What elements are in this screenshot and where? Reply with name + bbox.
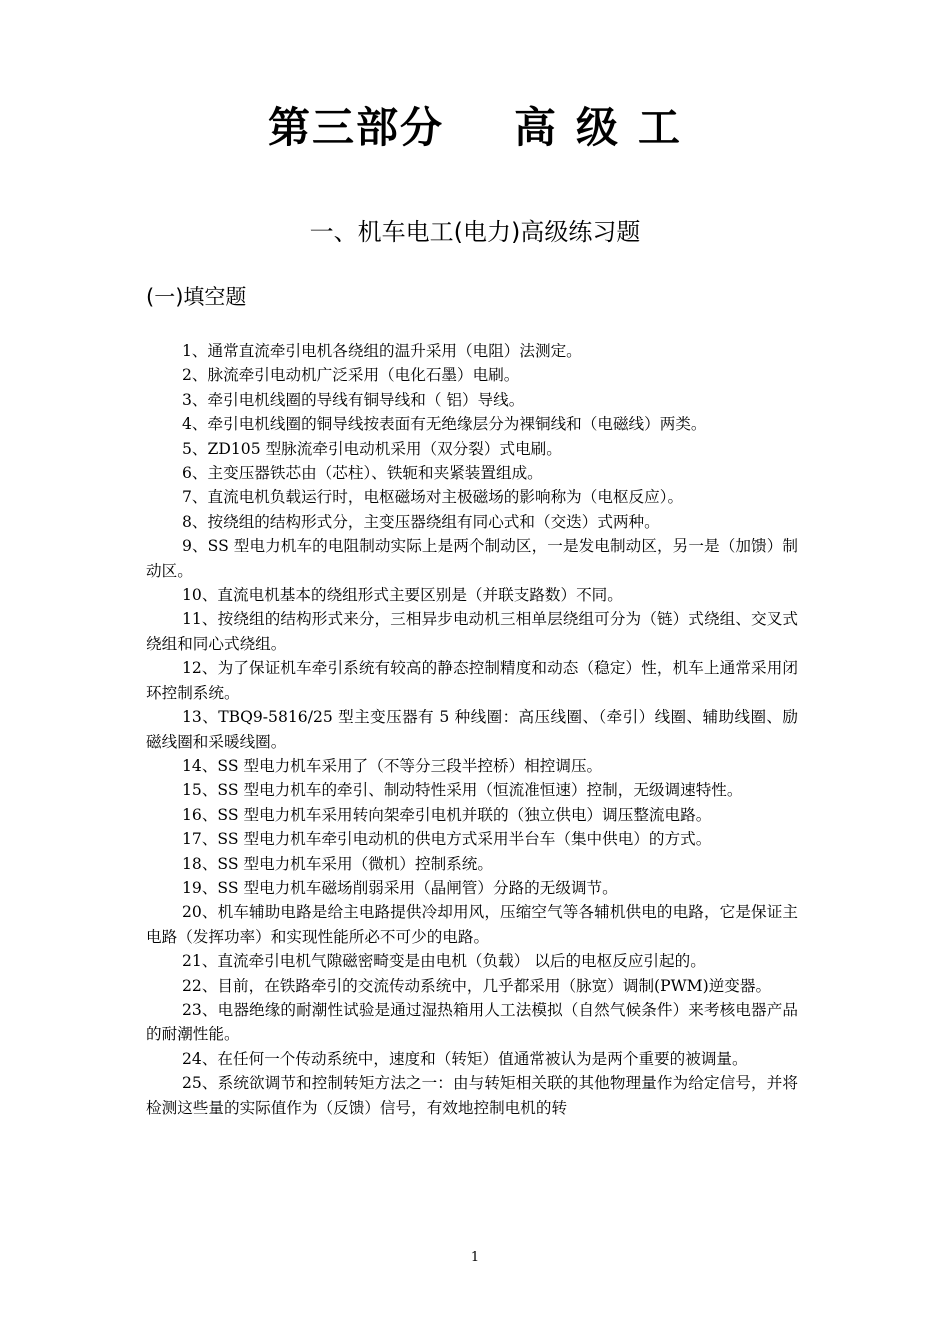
question-item: 12、为了保证机车牵引系统有较高的静态控制精度和动态（稳定）性，机车上通常采用闭环控制系统。	[146, 659, 798, 702]
question-item: 20、机车辅助电路是给主电路提供冷却用风，压缩空气等各辅机供电的电路，它是保证主电路（发挥功率）和实现性能所必不可少的电路。	[146, 903, 798, 946]
question-item: 1、通常直流牵引电机各绕组的温升采用（电阻）法测定。	[182, 342, 582, 360]
chapter-heading: 一、机车电工(电力)高级练习题	[309, 218, 641, 246]
question-list	[146, 339, 798, 1120]
question-item: 2、脉流牵引电动机广泛采用（电化石墨）电刷。	[182, 366, 520, 385]
question-item: 23、电器绝缘的耐潮性试验是通过湿热箱用人工法模拟（自然气候条件）来考核电器产品的耐潮性能。	[146, 1000, 798, 1044]
question-item: 24、在任何一个传动系统中，速度和（转矩）值通常被认为是两个重要的被调量。	[182, 1049, 748, 1068]
question-item: 11、按绕组的结构形式来分，三相异步电动机三相单层绕组可分为（链）式绕组、交叉式绕组和同心式绕组。	[146, 610, 798, 653]
title-char: 级	[576, 103, 621, 152]
question-item: 18、SS 型电力机车采用（微机）控制系统。	[182, 854, 493, 873]
title-char: 高	[513, 103, 558, 152]
question-item: 21、直流牵引电机气隙磁密畸变是由电机（负载） 以后的电枢反应引起的。	[182, 952, 706, 971]
question-item: 3、牵引电机线圈的导线有铜导线和（ 铝）导线。	[182, 390, 525, 409]
question-item: 17、SS 型电力机车牵引电动机的供电方式采用半台车（集中供电）的方式。	[182, 830, 712, 849]
question-item: 15、SS 型电力机车的牵引、制动特性采用（恒流准恒速）控制，无级调速特性。	[182, 781, 743, 800]
title-part: 第三部分	[267, 103, 444, 152]
page-title	[0, 98, 950, 158]
question-item: 25、系统欲调节和控制转矩方法之一：由与转矩相关联的其他物理量作为给定信号，并将检测这些量的实际值作为（反馈）信号，有效地控制电机的转	[146, 1074, 798, 1117]
question-item: 7、直流电机负载运行时，电枢磁场对主极磁场的影响称为（电枢反应）。	[182, 488, 684, 507]
question-item: 22、目前，在铁路牵引的交流传动系统中，几乎都采用（脉宽）调制(PWM)逆变器。	[182, 976, 772, 995]
question-item: 9、SS 型电力机车的电阻制动实际上是两个制动区，一是发电制动区，另一是（加馈）制动区。	[146, 537, 798, 580]
question-item: 8、按绕组的结构形式分，主变压器绕组有同心式和（交迭）式两种。	[182, 512, 660, 531]
question-item: 5、ZD105 型脉流牵引电动机采用（双分裂）式电刷。	[182, 439, 562, 458]
section-heading: (一)填空题	[146, 285, 247, 309]
page-number: 1	[470, 1250, 480, 1265]
question-item: 10、直流电机基本的绕组形式主要区别是（并联支路数）不同。	[182, 586, 623, 605]
question-item: 19、SS 型电力机车磁场削弱采用（晶闸管）分路的无级调节。	[182, 878, 618, 897]
question-item: 14、SS 型电力机车采用了（不等分三段半控桥）相控调压。	[182, 756, 603, 775]
title-char: 工	[638, 103, 683, 152]
question-item: 4、牵引电机线圈的铜导线按表面有无绝缘层分为裸铜线和（电磁线）两类。	[182, 415, 707, 434]
question-item: 16、SS 型电力机车采用转向架牵引电机并联的（独立供电）调压整流电路。	[182, 805, 712, 824]
question-item: 6、主变压器铁芯由（芯柱）、铁轭和夹紧装置组成。	[182, 464, 543, 483]
question-item: 13、TBQ9-5816/25 型主变压器有 5 种线圈：高压线圈、（牵引）线圈、辅助线圈、励磁线圈和采暖线圈。	[146, 708, 798, 751]
